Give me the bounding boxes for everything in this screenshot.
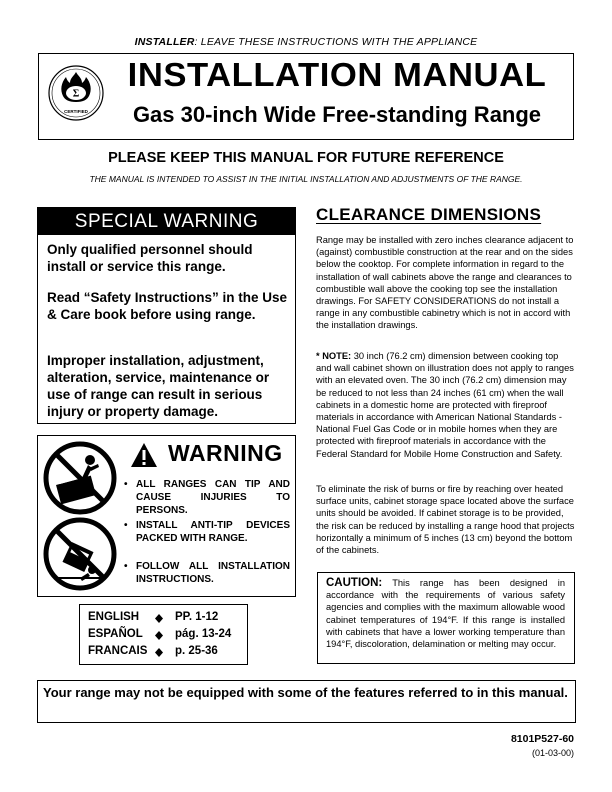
special-warning-paragraph: Read “Safety Instructions” in the Use & Care book before using range. [47,290,288,322]
warning-box [37,435,296,597]
special-warning-paragraph: Only qualified personnel should install or service this range. [47,242,253,274]
language-row [80,627,247,644]
features-notice: Your range may not be equipped with some of the features referred to in this manual. [37,680,576,723]
no-standing-on-door-icon [42,440,118,516]
warning-item: • ALL RANGES CAN TIP AND CAUSE INJURIES TO PERSONS. [124,478,290,517]
diamond-arrow-icon [155,614,163,623]
language-pages: p. 25-36 [175,645,218,657]
logo-text: CERTIFIED [64,109,88,114]
keep-notice: PLEASE KEEP THIS MANUAL FOR FUTURE REFERENCE [108,150,504,166]
no-tipping-range-icon [42,516,118,592]
warning-title: WARNING [168,440,283,466]
language-row [80,610,247,627]
caution-box [317,572,575,664]
document-number: 8101P527-60 [510,733,574,745]
language-row [80,644,247,661]
language-name: ESPAÑOL [88,628,143,640]
diamond-arrow-icon [155,648,163,657]
language-index [79,604,248,665]
manual-subtitle: Gas 30-inch Wide Free-standing Range [132,102,542,127]
svg-text:Σ: Σ [72,88,80,100]
note-label: * NOTE: [316,351,352,361]
clearance-paragraph: To eliminate the risk of burns or fire by reaching over heated surface units, cabinet storage space located above the surface units should be avoided. If cabinet storage is to be provided, the risk can be reduced by installing a range hood that projects horizontally a minimum of 5 inches (13 cm) beyond the bottom of the cabinets. [316,484,575,556]
intent-note: THE MANUAL IS INTENDED TO ASSIST IN THE INITIAL INSTALLATION AND ADJUSTMENTS OF THE RANGE. [89,174,523,184]
clearance-paragraph: Range may be installed with zero inches clearance adjacent to (against) combustible construction at the rear and on the sides below the cooktop. For complete information in regard to the installation of wall cabinets above the range and clearances to combustible wall above the cooking top see the installation drawings. For SAFETY CONSIDERATIONS do not install a range in any combustible cabinetry which is not in accord with the installation drawings. [316,235,574,331]
header-box [38,53,574,140]
document-date: (01-03-00) [531,748,574,758]
special-warning-title: SPECIAL WARNING [38,208,295,235]
manual-title: INSTALLATION MANUAL [127,56,547,93]
language-name: ENGLISH [88,611,140,623]
clearance-title: CLEARANCE DIMENSIONS [316,205,542,224]
special-warning-paragraph: Improper installation, adjustment, alteration, service, maintenance or use of range can result in serious injury or property damage. [47,353,270,419]
clearance-note [316,350,576,460]
language-name: FRANCAIS [88,645,148,657]
caution-text: This range has been designed in accordance with the requirements of various safety agencies and complies with the maximum allowable wood cabinet temperatures of 194°F. If this range is installed with cabinets that have a lower working temperature than 194°F, discoloration, delamination or melting may occur. [326,578,565,650]
warning-item: • INSTALL ANTI-TIP DEVICES PACKED WITH RANGE. [124,519,290,545]
installer-text: : LEAVE THESE INSTRUCTIONS WITH THE APPLIANCE [194,36,478,48]
warning-item: • FOLLOW ALL INSTALLATION INSTRUCTIONS. [124,560,290,586]
note-text: 30 inch (76.2 cm) dimension between cooking top and wall cabinet shown on illustration does not apply to ranges with an elevated oven. The 30 inch (76.2 cm) dimension may be reduced to not less than 24 inches (61 cm) when the wall cabinets in a domestic home are protected with fireproof materials in accordance with American National Standards - National Fuel Gas Code or in mobile homes when they are protected with fireproof materials in accordance with the Federal Standard for Mobile Home Construction and Safety. [316,351,574,459]
installer-note [0,36,612,48]
caution-label: CAUTION: [326,577,383,589]
special-warning-box [37,207,296,424]
warning-triangle-icon [130,442,158,468]
installer-label: INSTALLER [134,36,195,48]
language-pages: pág. 13-24 [175,628,232,640]
diamond-arrow-icon [155,631,163,640]
language-pages: PP. 1-12 [175,611,219,623]
